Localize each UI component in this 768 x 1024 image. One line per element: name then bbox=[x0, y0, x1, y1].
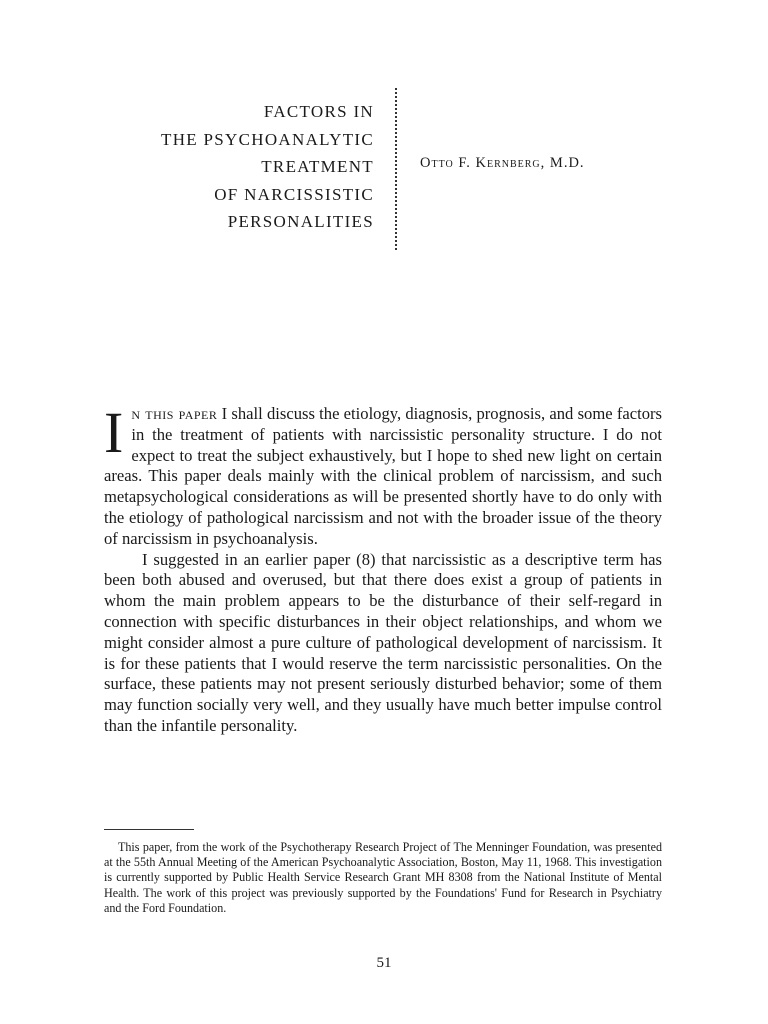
author-initial: F. bbox=[458, 155, 471, 171]
paragraph-1-text: I shall discuss the etiology, diagnosis, prognosis, and some factors in the treatment of patients with narcissistic personality structure. I do not expect to treat the subject exhaustively, but I hope to shed new light on certain areas. This paper deals mainly with the clinical problem of narcissism, and such metapsychological considerations as will be presented shortly have to do only with the etiology of pathological narcissism and not with the broader issue of the theory of narcissism in psychoanalysis. bbox=[104, 404, 662, 548]
footnote-text: This paper, from the work of the Psychotherapy Research Project of The Menninger Foundation, was presented at the 55th Annual Meeting of the American Psychoanalytic Association, Boston, May 11, 1968. This investigation is currently supported by Public Health Service Research Grant MH 8308 from the National Institute of Mental Health. The work of this project was previously supported by the Foundations' Fund for Research in Psychiatry and the Ford Foundation. bbox=[104, 840, 662, 915]
footnote bbox=[104, 840, 662, 916]
drop-cap: I bbox=[104, 400, 124, 465]
author-last-name: Kernberg, bbox=[475, 155, 546, 171]
paragraph-1 bbox=[104, 400, 662, 550]
author-first-name: Otto bbox=[420, 155, 454, 171]
article-body bbox=[104, 400, 662, 737]
title-line-1: FACTORS IN bbox=[263, 102, 374, 121]
title-line-2: THE PSYCHOANALYTIC bbox=[161, 129, 374, 149]
page-number: 51 bbox=[376, 955, 392, 971]
title-line-4: OF NARCISSISTIC bbox=[214, 184, 374, 204]
lead-in: n this paper bbox=[131, 404, 218, 423]
title-line-5: PERSONALITIES bbox=[227, 212, 374, 231]
article-title bbox=[100, 98, 374, 236]
paragraph-2: I suggested in an earlier paper (8) that narcissistic as a descriptive term has been both abused and overused, but that there does exist a group of patients in whom the main problem appears to be the disturbance of their self-regard in connection with specific disturbances in their object relationships, and whom we might consider almost a pure culture of pathological development of narcissism. It is for these patients that I would reserve the term narcissistic personalities. On the surface, these patients may not present seriously disturbed behavior; some of them may function socially very well, and they usually have much better impulse control than the infantile personality. bbox=[104, 549, 662, 735]
footnote-rule bbox=[104, 829, 194, 830]
author-degree: M.D. bbox=[549, 155, 585, 171]
author-byline bbox=[420, 155, 585, 172]
dotted-divider bbox=[395, 88, 397, 250]
title-line-3: TREATMENT bbox=[261, 157, 374, 176]
